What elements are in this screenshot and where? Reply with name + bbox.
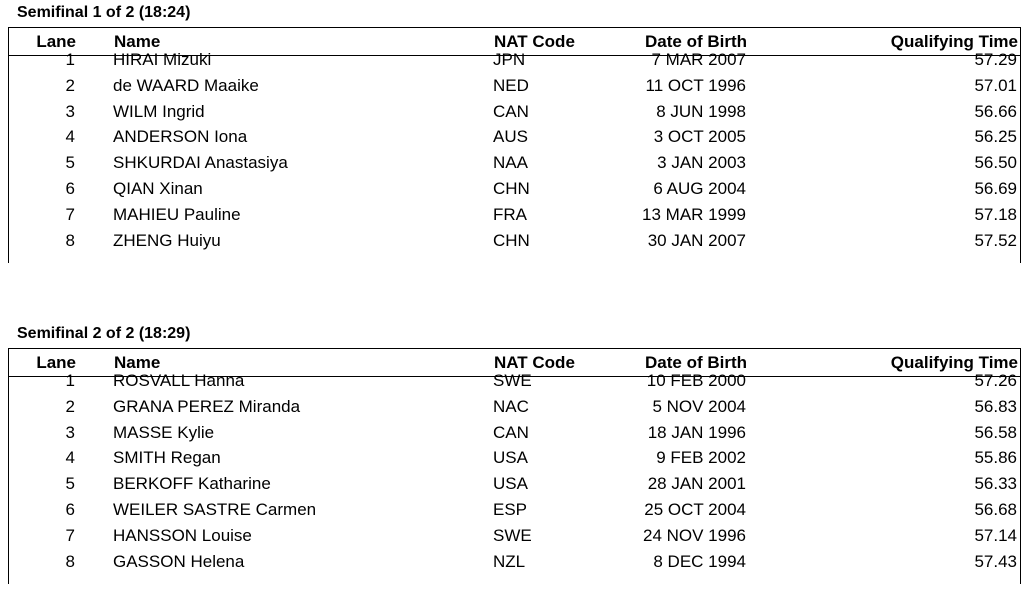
- cell-dob: 5 NOV 2004: [652, 396, 746, 416]
- cell-time: 55.86: [974, 448, 1017, 468]
- cell-dob: 9 FEB 2002: [656, 448, 746, 468]
- table-row: [8, 73, 1021, 99]
- cell-nat: SWE: [493, 525, 532, 545]
- cell-name: ZHENG Huiyu: [113, 230, 221, 250]
- cell-time: 57.26: [974, 371, 1017, 390]
- column-header-time: Qualifying Time: [890, 353, 1018, 372]
- column-header-time: Qualifying Time: [890, 32, 1018, 51]
- cell-time: 56.33: [974, 474, 1017, 494]
- heat-title: Semifinal 1 of 2 (18:24): [17, 4, 191, 21]
- cell-nat: NAC: [493, 396, 529, 416]
- cell-dob: 11 OCT 1996: [645, 75, 746, 95]
- cell-name: GRANA PEREZ Miranda: [113, 396, 301, 416]
- table-row: [8, 368, 1021, 394]
- cell-dob: 8 JUN 1998: [656, 101, 746, 121]
- cell-lane: 2: [65, 396, 75, 416]
- cell-nat: CHN: [493, 179, 530, 198]
- column-header-lane: Lane: [36, 353, 76, 372]
- table-row: [8, 394, 1021, 420]
- table-row: [8, 497, 1021, 523]
- cell-lane: 5: [65, 153, 75, 173]
- cell-lane: 1: [65, 50, 75, 69]
- table-row: [8, 523, 1021, 549]
- cell-nat: SWE: [493, 371, 532, 390]
- cell-name: ANDERSON Iona: [113, 127, 248, 147]
- cell-time: 56.66: [974, 101, 1017, 121]
- table-row: [8, 202, 1021, 228]
- cell-dob: 18 JAN 1996: [647, 422, 746, 442]
- cell-time: 56.50: [974, 153, 1017, 173]
- column-header-nat: NAT Code: [494, 32, 575, 51]
- cell-dob: 13 MAR 1999: [642, 204, 746, 224]
- table-row: [8, 124, 1021, 150]
- column-header-name: Name: [114, 353, 161, 372]
- table-row: [8, 99, 1021, 125]
- cell-name: SHKURDAI Anastasiya: [113, 153, 288, 173]
- cell-nat: JPN: [493, 50, 526, 69]
- cell-lane: 7: [65, 204, 75, 224]
- cell-lane: 5: [65, 474, 75, 494]
- cell-lane: 3: [65, 101, 75, 121]
- cell-dob: 7 MAR 2007: [651, 50, 746, 69]
- table-row: [8, 176, 1021, 202]
- column-header-lane: Lane: [36, 32, 76, 51]
- cell-lane: 8: [65, 551, 75, 571]
- cell-time: 57.29: [974, 50, 1017, 69]
- column-header-nat: NAT Code: [494, 353, 575, 372]
- cell-lane: 6: [65, 500, 75, 519]
- cell-name: SMITH Regan: [113, 448, 221, 468]
- cell-time: 57.43: [974, 551, 1017, 571]
- cell-nat: NZL: [493, 551, 526, 571]
- table-row: [8, 445, 1021, 471]
- cell-nat: ESP: [493, 500, 528, 519]
- cell-dob: 28 JAN 2001: [647, 474, 746, 494]
- column-header-name: Name: [114, 32, 161, 51]
- cell-name: de WAARD Maaike: [113, 75, 259, 95]
- cell-name: BERKOFF Katharine: [113, 474, 271, 494]
- table-row: [8, 150, 1021, 176]
- cell-name: HIRAI Mizuki: [113, 50, 212, 69]
- cell-time: 57.01: [974, 75, 1017, 95]
- cell-lane: 1: [65, 371, 75, 390]
- cell-dob: 6 AUG 2004: [653, 179, 746, 198]
- cell-dob: 8 DEC 1994: [653, 551, 746, 571]
- cell-time: 56.58: [974, 422, 1017, 442]
- cell-nat: CHN: [493, 230, 530, 250]
- cell-lane: 7: [65, 525, 75, 545]
- column-header-dob: Date of Birth: [645, 32, 747, 51]
- cell-dob: 3 JAN 2003: [657, 153, 746, 173]
- cell-name: QIAN Xinan: [113, 179, 203, 198]
- cell-lane: 4: [65, 127, 75, 147]
- cell-time: 57.14: [974, 525, 1017, 545]
- cell-name: GASSON Helena: [113, 551, 245, 571]
- cell-lane: 2: [65, 75, 75, 95]
- cell-name: MAHIEU Pauline: [113, 204, 241, 224]
- cell-time: 56.68: [974, 500, 1017, 519]
- cell-nat: NAA: [493, 153, 528, 173]
- table-row: [8, 47, 1021, 73]
- cell-dob: 25 OCT 2004: [644, 500, 746, 519]
- table-row: [8, 549, 1021, 575]
- cell-name: ROSVALL Hanna: [113, 371, 245, 390]
- cell-lane: 8: [65, 230, 75, 250]
- cell-name: WILM Ingrid: [113, 101, 205, 121]
- cell-time: 56.83: [974, 396, 1017, 416]
- cell-lane: 6: [65, 179, 75, 198]
- cell-nat: FRA: [493, 204, 527, 224]
- table-row: [8, 228, 1021, 254]
- cell-time: 57.18: [974, 204, 1017, 224]
- column-header-dob: Date of Birth: [645, 353, 747, 372]
- table-row: [8, 471, 1021, 497]
- cell-dob: 3 OCT 2005: [653, 127, 746, 147]
- cell-nat: CAN: [493, 101, 529, 121]
- cell-time: 57.52: [974, 230, 1017, 250]
- cell-nat: AUS: [493, 127, 528, 147]
- heat-title: Semifinal 2 of 2 (18:29): [17, 325, 191, 342]
- cell-dob: 30 JAN 2007: [647, 230, 746, 250]
- cell-name: MASSE Kylie: [113, 422, 215, 442]
- cell-dob: 10 FEB 2000: [646, 371, 746, 390]
- cell-name: HANSSON Louise: [113, 525, 252, 545]
- cell-name: WEILER SASTRE Carmen: [113, 500, 317, 519]
- cell-nat: CAN: [493, 422, 529, 442]
- cell-lane: 4: [65, 448, 75, 468]
- cell-nat: USA: [493, 448, 528, 468]
- cell-nat: NED: [493, 75, 529, 95]
- cell-dob: 24 NOV 1996: [642, 525, 746, 545]
- cell-time: 56.25: [974, 127, 1017, 147]
- cell-nat: USA: [493, 474, 528, 494]
- cell-time: 56.69: [974, 179, 1017, 198]
- cell-lane: 3: [65, 422, 75, 442]
- table-row: [8, 420, 1021, 446]
